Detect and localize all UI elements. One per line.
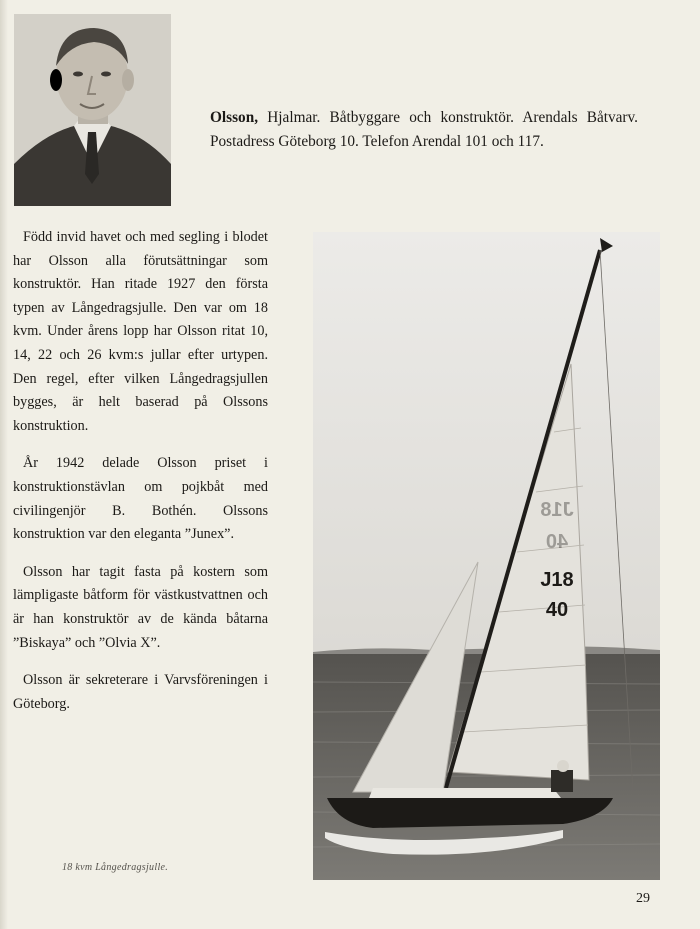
photo-caption: 18 kvm Långedragsjulle. (62, 862, 169, 873)
paragraph: År 1942 delade Olsson priset i konstruktionstävlan om pojkbåt med civilingenjör B. Bothén. Olssons konstruktion var den eleganta ”Junex”. (13, 455, 268, 543)
paragraph: Olsson har tagit fasta på kostern som lämpligaste båtform för västkustvattnen och är han konstruktör av de kända båtarna ”Biskaya” och ”Olvia X”. (13, 563, 268, 651)
sailboat-photo (313, 232, 660, 880)
sail-number-mirrored: J18 (540, 499, 574, 521)
body-text-column (13, 226, 268, 730)
sail-number: J18 (540, 569, 574, 591)
portrait-photo (14, 14, 171, 206)
sail-class-number: 40 (545, 599, 569, 621)
page-edge-shadow (0, 0, 8, 929)
sail-class-number-mirrored: 40 (545, 531, 569, 553)
paragraph: Olsson är sekreterare i Varvsföreningen i Göteborg. (13, 672, 268, 712)
entry-name: Olsson, (210, 109, 259, 126)
biographical-entry (210, 106, 638, 154)
paragraph: Född invid havet och med segling i blodet har Olsson alla förutsättningar som konstruktör. Han ritade 1927 den första typen av Långedragsjulle. Den var om 18 kvm. Under årens lopp har Olsson ritat 10, 14, 22 och 26 kvm:s jullar efter urtypen. Den regel, efter vilken Långedragsjullen bygges, är helt baserad på Olssons konstruktion. (13, 229, 268, 434)
page-number: 29 (636, 891, 650, 906)
entry-text: Hjalmar. Båtbyggare och konstruktör. Arendals Båtvarv. Postadress Göteborg 10. Telefon Arendal 101 och 117. (210, 109, 638, 150)
